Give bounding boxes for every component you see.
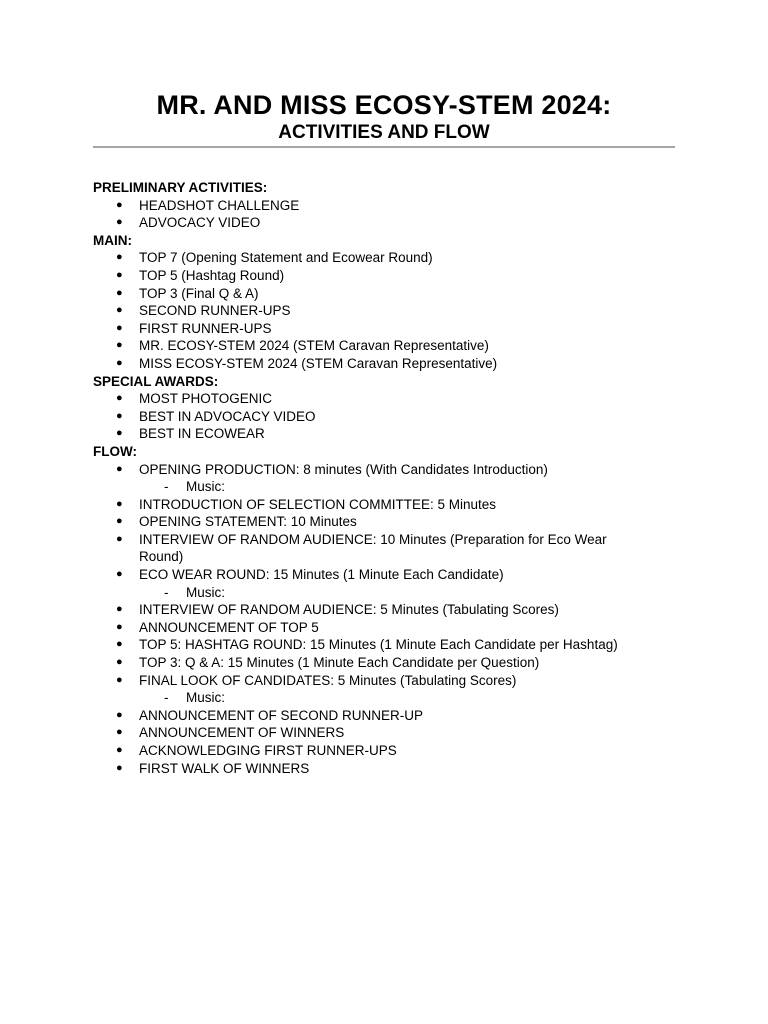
- bullet-icon: ●: [116, 620, 123, 633]
- list-item: [93, 601, 693, 619]
- dash-marker: -: [164, 690, 169, 706]
- list-item: [93, 636, 693, 654]
- bullet-icon: ●: [116, 339, 123, 352]
- bullet-icon: ●: [116, 427, 123, 440]
- list-item-text: TOP 5: HASHTAG ROUND: 15 Minutes (1 Minute Each Candidate per Hashtag): [139, 637, 618, 653]
- list-item: [93, 267, 693, 285]
- document-title: MR. AND MISS ECOSY-STEM 2024:: [156, 90, 612, 120]
- bullet-icon: ●: [116, 356, 123, 369]
- list-item-text: TOP 5 (Hashtag Round): [139, 267, 285, 283]
- list-item: [93, 214, 693, 232]
- list-item-text: BEST IN ECOWEAR: [139, 426, 265, 442]
- list-item-text: MR. ECOSY-STEM 2024 (STEM Caravan Representative): [139, 338, 489, 354]
- list-item: [93, 425, 693, 443]
- list-item: [93, 337, 693, 355]
- list-item-text: BEST IN ADVOCACY VIDEO: [139, 408, 316, 424]
- list-item-text: FINAL LOOK OF CANDIDATES: 5 Minutes (Tabulating Scores): [139, 672, 517, 688]
- bullet-icon: ●: [116, 726, 123, 739]
- list-item: [93, 320, 693, 338]
- list-item-text: TOP 3: Q & A: 15 Minutes (1 Minute Each Candidate per Question): [139, 655, 540, 671]
- bullet-icon: ●: [116, 286, 123, 299]
- section-list: [93, 390, 693, 443]
- section-list: [93, 461, 693, 778]
- list-item-text: INTRODUCTION OF SELECTION COMMITTEE: 5 Minutes: [139, 496, 497, 512]
- bullet-icon: ●: [116, 568, 123, 581]
- list-item-text: MISS ECOSY-STEM 2024 (STEM Caravan Representative): [139, 355, 498, 371]
- list-item-text: MOST PHOTOGENIC: [139, 391, 273, 407]
- list-item-text: ANNOUNCEMENT OF TOP 5: [139, 619, 319, 635]
- bullet-icon: ●: [116, 268, 123, 281]
- bullet-icon: ●: [116, 304, 123, 317]
- list-item: [93, 760, 693, 778]
- bullet-icon: ●: [116, 638, 123, 651]
- list-item-text: INTERVIEW OF RANDOM AUDIENCE: 10 Minutes (Preparation for Eco Wear Round): [139, 531, 607, 565]
- bullet-icon: ●: [116, 532, 123, 545]
- bullet-icon: ●: [116, 462, 123, 475]
- list-item: [93, 672, 693, 690]
- list-item: [93, 707, 693, 725]
- list-item-text: OPENING PRODUCTION: 8 minutes (With Candidates Introduction): [139, 461, 548, 477]
- section-heading: PRELIMINARY ACTIVITIES:: [93, 180, 268, 195]
- dash-marker: -: [164, 479, 169, 495]
- list-item: [93, 654, 693, 672]
- bullet-icon: ●: [116, 392, 123, 405]
- list-item-text: HEADSHOT CHALLENGE: [139, 197, 300, 213]
- bullet-icon: ●: [116, 673, 123, 686]
- bullet-icon: ●: [116, 603, 123, 616]
- list-item: [93, 461, 693, 479]
- bullet-icon: ●: [116, 497, 123, 510]
- bullet-icon: ●: [116, 321, 123, 334]
- list-item-text: OPENING STATEMENT: 10 Minutes: [139, 514, 357, 530]
- list-item: [93, 408, 693, 426]
- sub-list-item: [93, 689, 693, 707]
- list-item-text: ADVOCACY VIDEO: [139, 215, 261, 231]
- bullet-icon: ●: [116, 216, 123, 229]
- sub-list-item-text: Music:: [186, 584, 226, 600]
- section-heading: SPECIAL AWARDS:: [93, 373, 219, 389]
- list-item-text: FIRST WALK OF WINNERS: [139, 760, 310, 776]
- bullet-icon: ●: [116, 708, 123, 721]
- section-list: [93, 249, 693, 372]
- list-item: [93, 302, 693, 320]
- list-item: [93, 531, 693, 566]
- list-item: [93, 285, 693, 303]
- sub-list-item-text: Music:: [186, 479, 226, 495]
- document-subtitle: ACTIVITIES AND FLOW: [278, 122, 490, 143]
- list-item-text: ACKNOWLEDGING FIRST RUNNER-UPS: [139, 743, 397, 758]
- list-item: [93, 390, 693, 408]
- bullet-icon: ●: [116, 251, 123, 264]
- bullet-icon: ●: [116, 198, 123, 211]
- section-heading: MAIN:: [93, 232, 132, 248]
- sub-list-item-text: Music:: [186, 690, 226, 706]
- list-item: [93, 619, 693, 637]
- list-item: [93, 496, 693, 514]
- list-item-text: ANNOUNCEMENT OF WINNERS: [139, 725, 345, 741]
- list-item-text: TOP 7 (Opening Statement and Ecowear Round): [139, 250, 433, 266]
- list-item: [93, 724, 693, 742]
- list-item: [93, 566, 693, 584]
- section-heading: FLOW:: [93, 443, 137, 459]
- bullet-icon: ●: [116, 409, 123, 422]
- list-item: [93, 355, 693, 373]
- sub-list-item: [93, 584, 693, 602]
- list-item-text: TOP 3 (Final Q & A): [139, 285, 259, 301]
- section-list: [93, 197, 693, 232]
- list-item-text: INTERVIEW OF RANDOM AUDIENCE: 5 Minutes (Tabulating Scores): [139, 602, 559, 618]
- bullet-icon: ●: [116, 744, 123, 756]
- document-body: [93, 179, 693, 777]
- list-item-text: FIRST RUNNER-UPS: [139, 320, 272, 336]
- list-item: [93, 197, 693, 215]
- bullet-icon: ●: [116, 761, 123, 774]
- list-item: [93, 249, 693, 267]
- bullet-icon: ●: [116, 656, 123, 669]
- title-divider: [93, 146, 675, 148]
- list-item: [93, 513, 693, 531]
- list-item-text: ECO WEAR ROUND: 15 Minutes (1 Minute Each Candidate): [139, 567, 504, 583]
- sub-list-item: [93, 478, 693, 496]
- list-item-text: SECOND RUNNER-UPS: [139, 303, 291, 319]
- list-item-text: ANNOUNCEMENT OF SECOND RUNNER-UP: [139, 707, 424, 723]
- dash-marker: -: [164, 584, 169, 600]
- bullet-icon: ●: [116, 515, 123, 528]
- list-item: [93, 742, 693, 760]
